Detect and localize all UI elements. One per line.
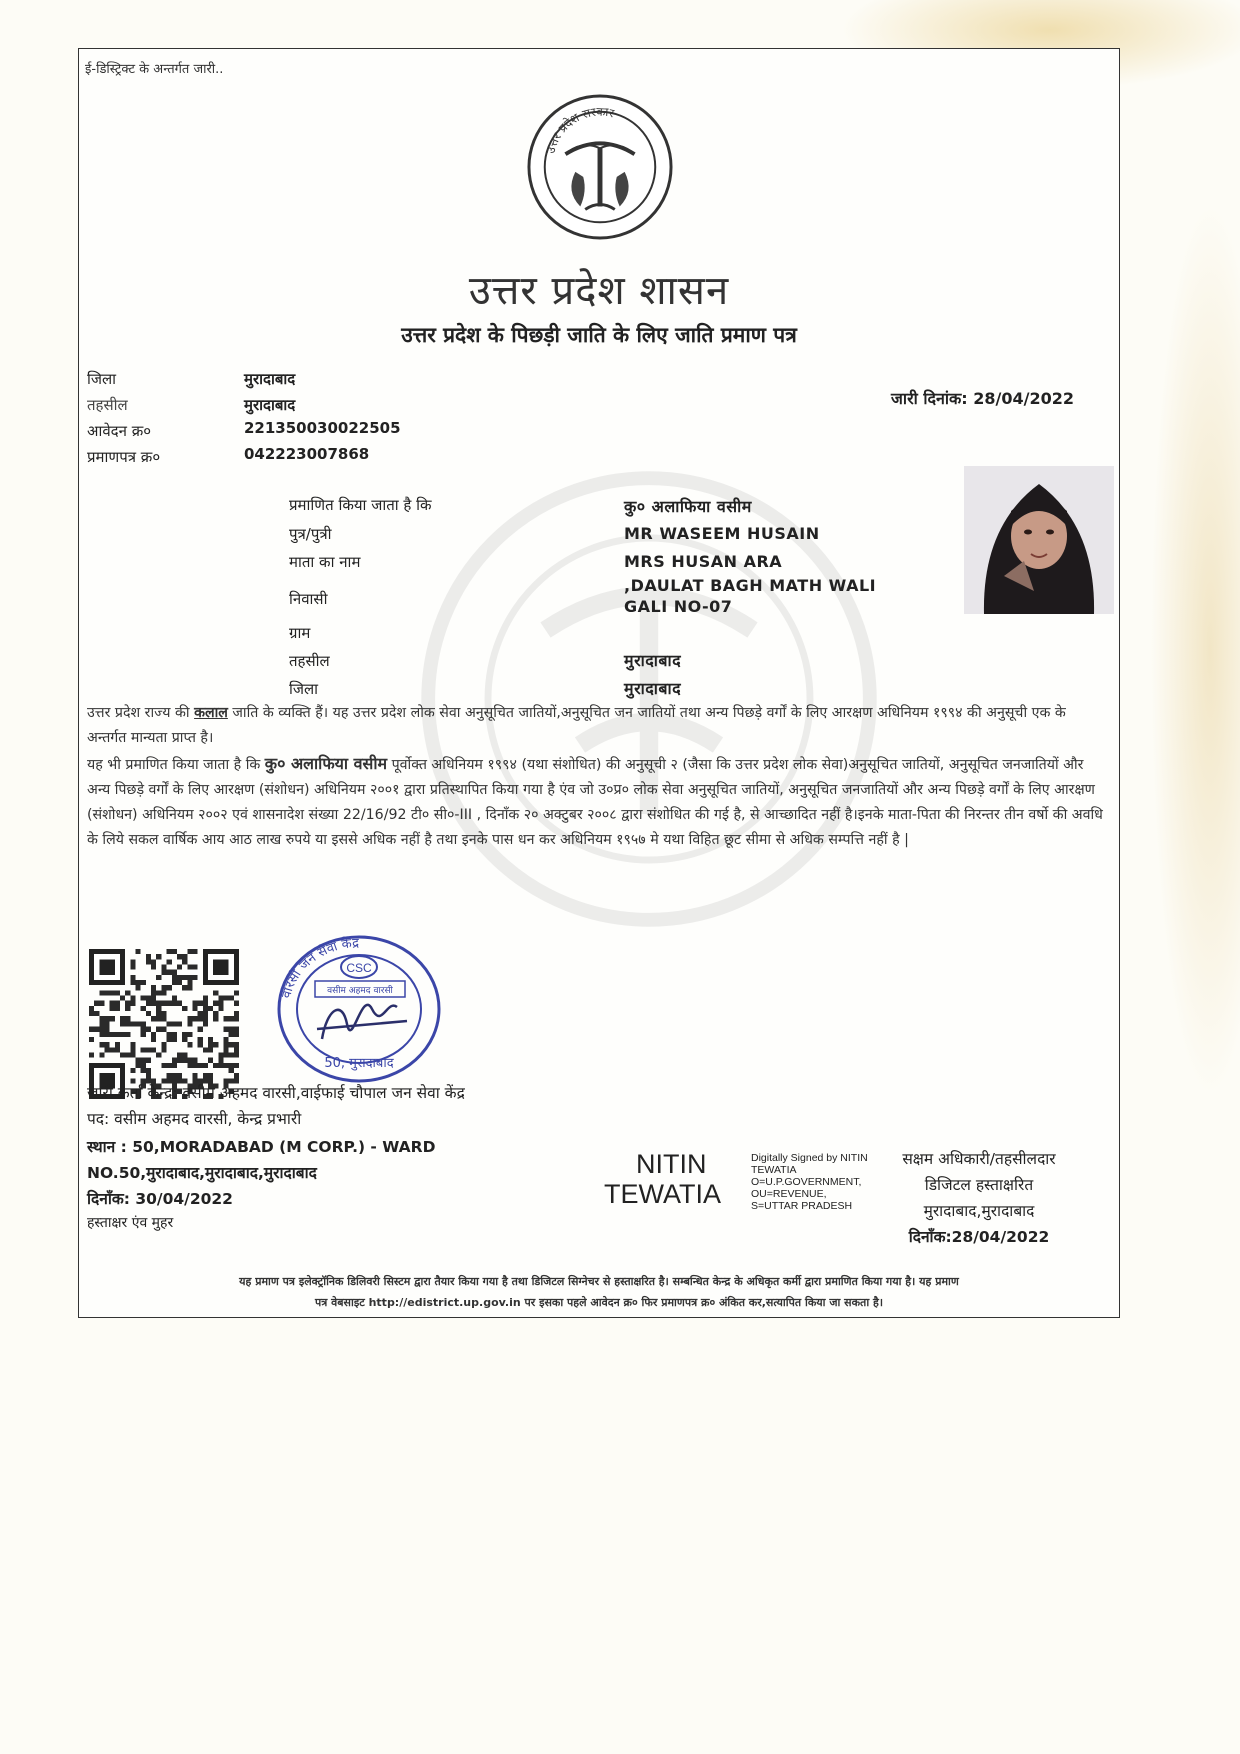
qr-code-icon xyxy=(89,949,239,1099)
father-name: MR WASEEM HUSAIN xyxy=(624,524,820,543)
top-note: ई-डिस्ट्रिक्ट के अन्तर्गत जारी.. xyxy=(85,62,224,77)
holder-name: कु० अलाफिया वसीम xyxy=(624,497,752,516)
tehsil-field-value: मुरादाबाद xyxy=(624,651,682,670)
tehsil-field-label: तहसील xyxy=(289,652,330,670)
authority-date: दिनाँक:28/04/2022 xyxy=(908,1228,1050,1246)
issuing-center: जारी कर्ता केन्द्र: वसीम अहमद वारसी,वाईफाई चौपाल जन सेवा केंद्र xyxy=(87,1084,465,1102)
csc-stamp-icon xyxy=(267,929,447,1089)
issuer-post: पद: वसीम अहमद वारसी, केन्द्र प्रभारी xyxy=(87,1110,302,1128)
certificate-subtitle: उत्तर प्रदेश के पिछड़ी जाति के लिए जाति प्रमाण पत्र xyxy=(401,323,797,347)
authority-title: सक्षम अधिकारी/तहसीलदार xyxy=(902,1150,1056,1168)
application-number: 221350030022505 xyxy=(244,419,401,437)
mother-name: MRS HUSAN ARA xyxy=(624,552,783,571)
application-number-label: आवेदन क्र० xyxy=(87,422,152,440)
issuer-place-line-2: NO.50,मुरादाबाद,मुरादाबाद,मुरादाबाद xyxy=(87,1164,317,1182)
signature-seal-note: हस्ताक्षर एंव मुहर xyxy=(87,1215,174,1231)
declaration-holder-name: कु० अलाफिया वसीम xyxy=(264,754,388,773)
authority-place: मुरादाबाद,मुरादाबाद xyxy=(923,1202,1035,1220)
resident-label: निवासी xyxy=(289,590,328,608)
page-title: उत्तर प्रदेश शासन xyxy=(468,268,730,314)
district-field-value: मुरादाबाद xyxy=(624,679,682,698)
address-line-1: ,DAULAT BAGH MATH WALI xyxy=(624,576,877,595)
authority-signed: डिजिटल हस्ताक्षरित xyxy=(924,1176,1034,1194)
certificate xyxy=(78,48,1120,1318)
certificate-number: 042223007868 xyxy=(244,445,370,463)
issue-date: जारी दिनांक: 28/04/2022 xyxy=(891,389,1074,408)
district-label: जिला xyxy=(87,370,117,388)
svg-text:वसीम अहमद वारसी: वसीम अहमद वारसी xyxy=(327,986,393,996)
parent-label: पुत्र/पुत्री xyxy=(289,525,332,543)
digital-signature-details: Digitally Signed by NITIN TEWATIA O=U.P.GOVERNMENT, OU=REVENUE, S=UTTAR PRADESH xyxy=(751,1152,868,1212)
village-label: ग्राम xyxy=(289,624,311,642)
district-value: मुरादाबाद xyxy=(244,370,296,388)
state-emblem-icon xyxy=(526,93,674,241)
svg-text:वारसी जन सेवा केंद्र: वारसी जन सेवा केंद्र xyxy=(279,935,360,1001)
caste-paragraph: उत्तर प्रदेश राज्य की कलाल जाति के व्यक्ति हैं। यह उत्तर प्रदेश लोक सेवा अनुसूचित जातियों,अनुसूचित जन जातियों तथा अन्य पिछड़े वर्गों के लिए आरक्षण अधिनियम १९९४ की अनुसूची एक के अन्तर्गत मान्यता प्राप्त है। xyxy=(87,705,1066,746)
paper-stain xyxy=(1150,200,1240,1100)
digital-signer-name: NITIN TEWATIA xyxy=(604,1149,721,1209)
issuer-date: दिनाँक: 30/04/2022 xyxy=(87,1190,233,1208)
applicant-photo xyxy=(964,466,1114,614)
address-line-2: GALI NO-07 xyxy=(624,597,733,616)
certificate-number-label: प्रमाणपत्र क्र० xyxy=(87,448,161,466)
district-field-label: जिला xyxy=(289,680,319,698)
verification-footer: यह प्रमाण पत्र इलेक्ट्रॉनिक डिलिवरी सिस्टम द्वारा तैयार किया गया है तथा डिजिटल सिग्नेचर से हस्ताक्षरित है। सम्बन्धित केन्द्र के अधिकृत कर्मी द्वारा प्रमाणित किया गया है। यह प्रमाण पत्र वेबसाइट http://edistrict.up.gov.in पर इसका पहले आवेदन क्र० फिर प्रमाणपत्र क्र० अंकित कर,सत्यापित किया जा सकता है। xyxy=(239,1275,959,1309)
tehsil-value: मुरादाबाद xyxy=(244,396,296,414)
svg-text:CSC: CSC xyxy=(346,961,372,975)
tehsil-label: तहसील xyxy=(87,396,128,414)
svg-text:50, मुरादाबाद: 50, मुरादाबाद xyxy=(324,1056,394,1071)
mother-label: माता का नाम xyxy=(289,553,361,571)
certified-label: प्रमाणित किया जाता है कि xyxy=(289,496,432,514)
svg-text:उत्तर प्रदेश सरकार: उत्तर प्रदेश सरकार xyxy=(543,104,616,155)
caste-name: कलाल xyxy=(194,705,228,721)
declaration-paragraph: यह भी प्रमाणित किया जाता है कि कु० अलाफिया वसीम पूर्वोक्त अधिनियम १९९४ (यथा संशोधित) की अनुसूची २ (जैसा कि उत्तर प्रदेश लोक सेवा)अनुसूचित जातियों, अनुसूचित जनजातियों और अन्य पिछड़े वर्गों के लिए आरक्षण (संशोधन) अधिनियम २००१ द्वारा प्रतिस्थापित किया गया है एंव जो उ०प्र० लोक सेवा अनुसूचित जातियों, अनुसूचित जनजातियों और अन्य पिछड़े वर्गों के लिए आरक्षण (संशोधन) अधिनियम २००२ एवं शासनादेश संख्या 22/16/92 टी० सी०-III , दिनाँक २० अक्टुबर २००८ द्वारा संशोधित की गई है, से आच्छादित नहीं है।इनके माता-पिता की निरन्तर तीन वर्षो की अवधि के लिये सकल वार्षिक आय आठ लाख रुपये या इससे अधिक नहीं है तथा इनके पास धन कर अधिनियम १९५७ मे यथा विहित छूट सीमा से अधिक सम्पत्ति नहीं है | xyxy=(87,754,1103,848)
issuer-place-line-1: स्थान : 50,MORADABAD (M CORP.) - WARD xyxy=(87,1138,436,1156)
